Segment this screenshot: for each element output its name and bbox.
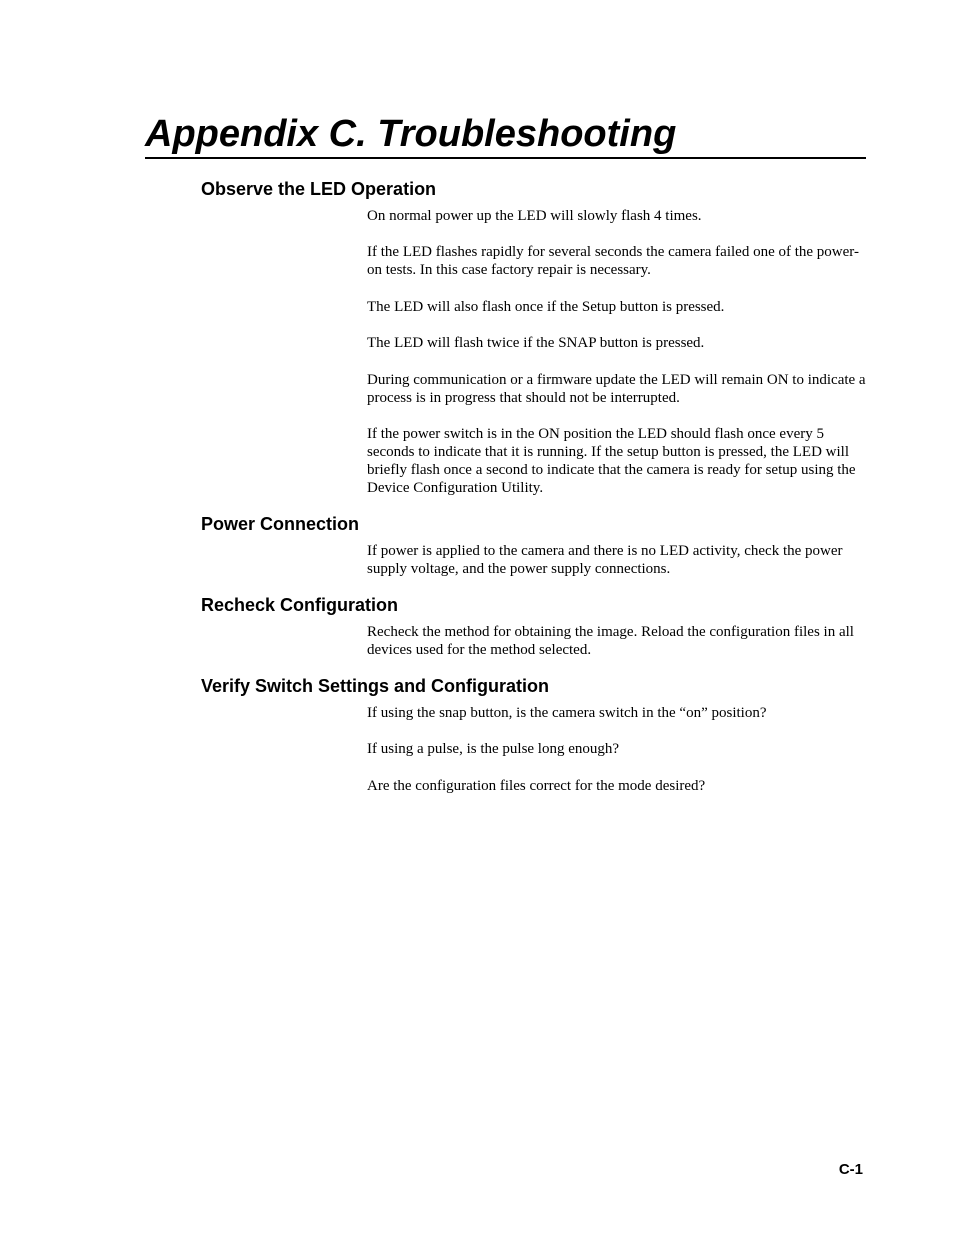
section-heading: Observe the LED Operation <box>201 179 437 199</box>
section-heading: Recheck Configuration <box>201 594 399 615</box>
paragraph: The LED will flash twice if the SNAP button is pressed. <box>367 335 705 352</box>
section-body <box>367 704 867 795</box>
section-heading: Power Connection <box>201 513 360 534</box>
section-recheck-configuration <box>0 594 954 659</box>
page-number: C-1 <box>838 1161 863 1178</box>
section-body <box>367 623 867 659</box>
section-power-connection <box>0 513 954 578</box>
paragraph: If power is applied to the camera and there is no LED activity, check the power supply voltage, and the power supply connections. <box>367 542 843 577</box>
paragraph: If the LED flashes rapidly for several seconds the camera failed one of the power-on tests. In this case factory repair is necessary. <box>367 244 859 279</box>
section-body <box>367 542 867 578</box>
section-heading: Verify Switch Settings and Configuration <box>201 675 550 696</box>
paragraph: Are the configuration files correct for the mode desired? <box>367 777 706 794</box>
paragraph: During communication or a firmware update the LED will remain ON to indicate a process is in progress that should not be interrupted. <box>367 371 866 406</box>
paragraph: On normal power up the LED will slowly flash 4 times. <box>367 208 702 224</box>
section-observe-led-operation <box>0 178 954 497</box>
paragraph: Recheck the method for obtaining the image. Reload the configuration files in all devices used for the method selected. <box>367 623 854 658</box>
section-verify-switch-settings <box>0 675 954 795</box>
section-body <box>367 207 867 497</box>
paragraph: If using the snap button, is the camera switch in the “on” position? <box>367 704 767 721</box>
paragraph: If the power switch is in the ON position the LED should flash once every 5 seconds to indicate that it is running. If the setup button is pressed, the LED will briefly flash once a second to indicate that the camera is ready for setup using the Device Configuration Utility. <box>367 425 856 496</box>
page-title: Appendix C. Troubleshooting <box>145 112 866 159</box>
paragraph: The LED will also flash once if the Setup button is pressed. <box>367 298 725 315</box>
document-body <box>0 178 954 795</box>
paragraph: If using a pulse, is the pulse long enough? <box>367 741 620 758</box>
